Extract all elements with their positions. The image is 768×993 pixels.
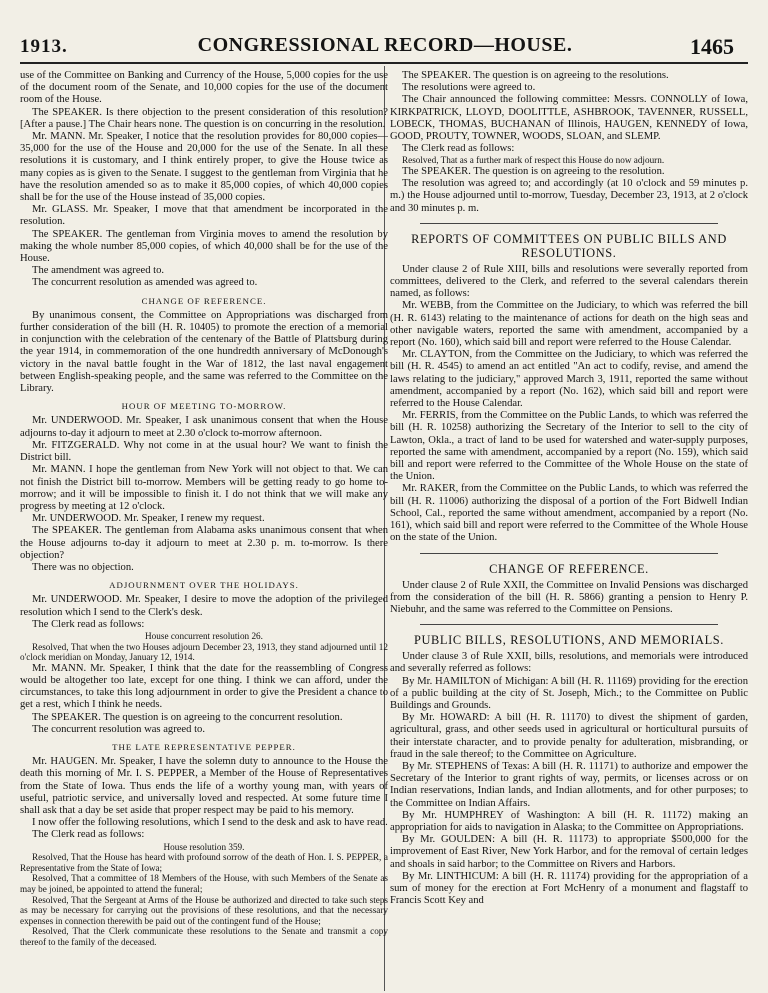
resolution-text: Resolved, That as a further mark of respect this House do now adjourn. bbox=[402, 155, 665, 166]
paragraph: Mr. HAUGEN. Mr. Speaker, I have the solemn duty to announce to the House the death this morning of Mr. I. S. PEPPER, a Member of the House of Representatives from the State of Iowa. Thus ends the life of a worthy young man, with years of useful, patriotic service, and universally loved and respected. At some future time I shall ask that a day be set aside that proper respect may be paid to his memory. bbox=[20, 756, 388, 816]
paragraph: Mr. MANN. I hope the gentleman from New York will not object to that. We can not finish the District bill to-morrow. Members will be getting ready to go home to-morrow; and it will be impossible to finish it. I do not think that we will make any progress by meeting at 12 o'clock. bbox=[20, 464, 388, 512]
section-heading: HOUR OF MEETING TO-MORROW. bbox=[121, 401, 287, 412]
section-heading: CHANGE OF REFERENCE. bbox=[141, 295, 267, 306]
paragraph: Mr. UNDERWOOD. Mr. Speaker, I ask unanimous consent that when the House adjourns to-day it adjourn to meet at 2.30 o'clock to-morrow afternoon. bbox=[20, 415, 388, 439]
paragraph: Mr. MANN. Mr. Speaker, I notice that the resolution provides for 80,000 copies—35,000 for the use of the House and 20,000 for the use of the Senate. In all these resolutions it is customary, and I think entirely proper, to give the House twice as many copies as is given to the Senate. I suggest to the gentleman from Virginia that he have the resolution amended so as to make it 85,000 copies, of which 40,000 copies shall be for the use of the House instead of 35,000 copies. bbox=[20, 131, 388, 204]
resolution-text: Resolved, That a committee of 18 Members of the House, with such Members of the Senate as may be joined, be appointed to attend the funeral; bbox=[20, 873, 388, 894]
paragraph: The resolutions were agreed to. bbox=[402, 82, 536, 94]
paragraph: The resolution was agreed to; and accordingly (at 10 o'clock and 59 minutes p. m.) the House adjourned until to-morrow, Tuesday, December 23, 1913, at 2 o'clock and 30 minutes p. m. bbox=[390, 178, 748, 214]
paragraph: Mr. WEBB, from the Committee on the Judiciary, to which was referred the bill (H. R. 6143) relating to the maintenance of actions for death on the high seas and other navigable waters, reported the same with amendment, accompanied by a report (No. 160), which said bill and report were referred to the House Calendar. bbox=[390, 300, 748, 349]
paragraph: The concurrent resolution was agreed to. bbox=[32, 723, 205, 735]
section-rule bbox=[420, 223, 718, 224]
section-heading: REPORTS OF COMMITTEES ON PUBLIC BILLS AND RESOLUTIONS. bbox=[411, 231, 727, 260]
paragraph: The Clerk read as follows: bbox=[402, 143, 515, 155]
paragraph: Mr. FITZGERALD. Why not come in at the usual hour? We want to finish the District bill. bbox=[20, 439, 388, 464]
paragraph: The SPEAKER. The question is on agreeing to the resolutions. bbox=[402, 70, 669, 81]
paragraph: Mr. UNDERWOOD. Mr. Speaker, I renew my request. bbox=[32, 513, 265, 525]
paragraph: The concurrent resolution as amended was agreed to. bbox=[32, 277, 258, 289]
section-heading: THE LATE REPRESENTATIVE PEPPER. bbox=[112, 741, 296, 752]
paragraph: Under clause 3 of Rule XXII, bills, resolutions, and memorials were introduced and severally referred as follows: bbox=[390, 651, 748, 675]
section-heading: ADJOURNMENT OVER THE HOLIDAYS. bbox=[109, 580, 299, 591]
paragraph: By unanimous consent, the Committee on Appropriations was discharged from further consideration of the bill (H. R. 10405) to promote the erection of a memorial in conjunction with the celebration of the centenary of the Battle of Plattsburg during the year 1914, in commemoration of the one hundredth anniversary of McDonough's victory in the naval battle fought in the War of 1812, the last naval engagement between English-speaking people, and the same was referred to the Committee on the Library. bbox=[20, 309, 388, 395]
paragraph: The SPEAKER. The question is on agreeing to the resolution. bbox=[402, 166, 665, 178]
resolution-text: Resolved, That when the two Houses adjourn December 23, 1913, they stand adjourned until 12 o'clock meridian on Monday, January 12, 1914. bbox=[20, 641, 388, 663]
right-column bbox=[390, 70, 748, 990]
paragraph: Mr. CLAYTON, from the Committee on the Judiciary, to which was referred the bill (H. R. 4545) to amend an act entitled "An act to codify, revise, and amend the laws relating to the judiciary," approved March 3, 1911, reported the same without amendment, accompanied by a report (No. 162), which said bill and report were referred to the House Calendar. bbox=[390, 349, 748, 410]
left-column bbox=[20, 70, 388, 990]
paragraph: The SPEAKER. Is there objection to the present consideration of this resolution? [After a pause.] The Chair hears none. The question is on concurring in the resolution. bbox=[20, 106, 388, 130]
paragraph: Mr. RAKER, from the Committee on the Public Lands, to which was referred the bill (H. R. 11006) authorizing the disposal of a portion of the Fort Bidwell Indian School, Cal., reported the same without amendment, accompanied by a report (No. 161), which said bill and report were referred to the Committee of the Whole House on the state of the Union. bbox=[390, 483, 748, 544]
header-title: CONGRESSIONAL RECORD—HOUSE. bbox=[197, 34, 573, 56]
paragraph: The Chair announced the following committee: Messrs. CONNOLLY of Iowa, KIRKPATRICK, LLOYD, DOOLITTLE, ASHBROOK, TAVENNER, RUSSELL, LOBECK, THOMAS, BUCHANAN of Illinois, HAUGEN, KENNEDY of Iowa, GOOD, PROUTY, TOWNER, WOODS, SLOAN, and SLEMP. bbox=[390, 94, 748, 143]
paragraph: The SPEAKER. The question is on agreeing to the concurrent resolution. bbox=[32, 711, 343, 723]
resolution-text: Resolved, That the Clerk communicate these resolutions to the Senate and transmit a copy thereof to the family of the deceased. bbox=[20, 926, 388, 947]
paragraph: Under clause 2 of Rule XIII, bills and resolutions were severally reported from committees, delivered to the Clerk, and referred to the several calendars therein named, as follows: bbox=[390, 263, 748, 300]
paragraph: The amendment was agreed to. bbox=[32, 265, 165, 277]
paragraph: By Mr. HOWARD: A bill (H. R. 11170) to divest the shipment of garden, agricultural, grass, and other seeds used in agricultural or horticultural pursuits of their interstate character, and to provide penalty for adulteration, misbranding, or fraud in the sale thereof; to the Committee on Agriculture. bbox=[390, 712, 748, 760]
header-page-number: 1465 bbox=[690, 34, 734, 59]
paragraph: use of the Committee on Banking and Currency of the House, 5,000 copies for the use of the document room of the Senate, and 10,000 copies for the use of the document room of the House. bbox=[20, 70, 388, 106]
paragraph: Mr. UNDERWOOD. Mr. Speaker, I desire to move the adoption of the privileged resolution which I send to the Clerk's desk. bbox=[20, 594, 388, 618]
section-heading: CHANGE OF REFERENCE. bbox=[489, 561, 649, 576]
paragraph: Mr. MANN. Mr. Speaker, I think that the date for the reassembling of Congress would be altogether too late, except for one thing. I think we can afford, under the circumstances, to take this long adjournment in order to give the President a chance to get a rest, which I think he needs. bbox=[20, 662, 388, 711]
paragraph: By Mr. LINTHICUM: A bill (H. R. 11174) providing for the appropriation of a sum of money for the erection at Fort McHenry of a monument and flagstaff to Francis Scott Key and bbox=[390, 870, 748, 907]
paragraph: The Clerk read as follows: bbox=[32, 829, 145, 841]
resolution-title: House resolution 359. bbox=[163, 841, 245, 852]
section-rule bbox=[420, 624, 718, 625]
header-rule bbox=[20, 62, 748, 64]
paragraph: By Mr. GOULDEN: A bill (H. R. 11173) to appropriate $500,000 for the improvement of East River, New York Harbor, and for the removal of certain ledges and shoals in said harbor; to the Committee on Rivers and Harbors. bbox=[390, 834, 748, 870]
resolution-text: Resolved, That the House has heard with profound sorrow of the death of Hon. I. S. PEPPER, a Representative from the State of Iowa; bbox=[20, 852, 388, 873]
paragraph: The SPEAKER. The gentleman from Virginia moves to amend the resolution by making the whole number 85,000 copies, of which 40,000 shall be for the use of the House. bbox=[20, 228, 388, 265]
paragraph: I now offer the following resolutions, which I send to the desk and ask to have read. bbox=[32, 817, 388, 829]
header-year: 1913. bbox=[20, 36, 68, 57]
section-rule bbox=[420, 553, 718, 554]
paragraph: By Mr. STEPHENS of Texas: A bill (H. R. 11171) to authorize and empower the Secretary of the Interior to grant rights of way, permits, or licenses across or on Indian reservations, Indian lands, and Indian allotments, and for other purposes; to the Committee on Indian Affairs. bbox=[390, 760, 748, 809]
section-heading: PUBLIC BILLS, RESOLUTIONS, AND MEMORIALS. bbox=[414, 633, 724, 648]
resolution-text: Resolved, That the Sergeant at Arms of the House be authorized and directed to take such steps as may be necessary for carrying out the provisions of these resolutions, and that the necessary expenses in connection therewith be paid out of the contingent fund of the House; bbox=[20, 894, 388, 926]
paragraph: By Mr. HAMILTON of Michigan: A bill (H. R. 11169) providing for the erection of a public building at the city of St. Joseph, Mich.; to the Committee on Public Buildings and Grounds. bbox=[390, 675, 748, 711]
paragraph: The Clerk read as follows: bbox=[32, 618, 145, 630]
paragraph: Under clause 2 of Rule XXII, the Committee on Invalid Pensions was discharged from the consideration of the bill (H. R. 5866) granting a pension to Henry P. Niebuhr, and the same was referred to the Committee on Pensions. bbox=[390, 579, 748, 615]
paragraph: There was no objection. bbox=[32, 561, 134, 573]
resolution-title: House concurrent resolution 26. bbox=[145, 630, 263, 641]
paragraph: Mr. GLASS. Mr. Speaker, I move that that amendment be incorporated in the resolution. bbox=[20, 204, 388, 228]
paragraph: By Mr. HUMPHREY of Washington: A bill (H. R. 11172) making an appropriation for aids to navigation in Alaska; to the Committee on Appropriations. bbox=[390, 809, 748, 833]
paragraph: Mr. FERRIS, from the Committee on the Public Lands, to which was referred the bill (H. R. 10258) authorizing the Secretary of the Interior to sell to the city of Lawton, Okla., a tract of land to be used for watershed and water-supply purposes, reported the same with amendment, accompanied by a report (No. 159), which said bill and report were referred to the Committee of the Whole House on the state of the Union. bbox=[390, 410, 748, 483]
page-header bbox=[0, 0, 768, 60]
paragraph: The SPEAKER. The gentleman from Alabama asks unanimous consent that when the House adjourns to-day it adjourn to meet at 2.30 p. m. to-morrow. Is there objection? bbox=[20, 525, 388, 561]
